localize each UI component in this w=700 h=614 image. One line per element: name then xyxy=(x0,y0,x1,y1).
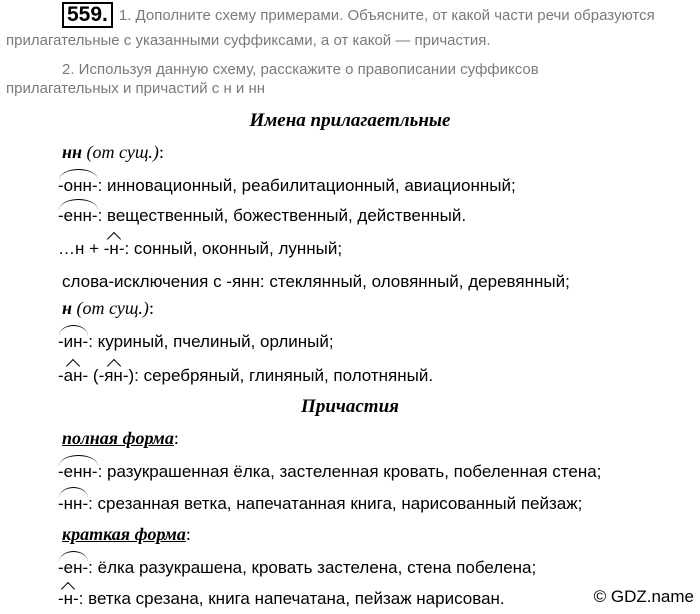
suffix-n: -н- xyxy=(58,589,79,609)
full-form-label: полная форма xyxy=(62,428,174,448)
suffix-in: -ин- xyxy=(58,332,88,352)
part-row-en xyxy=(58,558,536,578)
part-row-enn-text: : разукрашенная ёлка, застеленная кровать, побеленная стена; xyxy=(97,462,602,481)
part-row-enn xyxy=(58,462,601,482)
part-row-en-text: : ёлка разукрашена, кровать застелена, стена побелена; xyxy=(88,558,537,577)
suffix-nn: -нн- xyxy=(58,494,88,514)
adj-row-root-n xyxy=(58,239,342,259)
arc-mark xyxy=(59,455,98,466)
task-text-4: прилагательных и причастий с н и нн xyxy=(6,80,266,97)
suffix-en: -ен- xyxy=(58,558,88,578)
nn-colon: : xyxy=(158,142,164,162)
adj-row-onn-text: : инновационный, реабилитационный, авиационный; xyxy=(97,176,516,195)
arc-mark xyxy=(59,487,88,498)
n-marker: н xyxy=(62,298,72,318)
part-row-nn xyxy=(58,494,582,514)
short-form-subheading xyxy=(62,524,191,545)
n-note: (от сущ.) xyxy=(76,298,149,318)
nn-subheading xyxy=(62,142,164,163)
exercise-number: 559. xyxy=(62,2,113,28)
arc-mark xyxy=(59,232,84,242)
paren-open: ( xyxy=(88,366,99,385)
short-form-label: краткая форма xyxy=(62,524,186,544)
root-part: …н xyxy=(58,239,84,259)
part-row-n-text: : ветка срезана, книга напечатана, пейзаж нарисован. xyxy=(78,589,505,608)
nn-marker: нн xyxy=(62,142,82,162)
suffix-onn: -онн- xyxy=(58,176,98,196)
suffix-yan: -ян- xyxy=(99,366,129,386)
adj-row-exceptions: слова-исключения с -янн: стеклянный, оловянный, деревянный; xyxy=(62,272,570,291)
n-colon: : xyxy=(148,298,154,318)
adj-row-in-text: : куриный, пчелиный, орлиный; xyxy=(88,332,334,351)
adj-row-an xyxy=(58,366,433,386)
adj-row-onn xyxy=(58,176,516,196)
suffix-an: -ан- xyxy=(58,366,88,386)
adj-row-an-text: ): серебряный, глиняный, полотняный. xyxy=(128,366,434,385)
suffix-n: -н- xyxy=(104,239,125,259)
n-subheading xyxy=(62,298,154,319)
watermark: © GDZ.name xyxy=(593,587,694,606)
task-text-2: прилагательные с указанными суффиксами, а от какой — причастия. xyxy=(6,32,491,49)
full-form-colon: : xyxy=(173,428,179,448)
arc-mark xyxy=(59,325,88,336)
part-row-nn-text: : срезанная ветка, напечатанная книга, нарисованный пейзаж; xyxy=(88,494,583,513)
suffix-enn: -енн- xyxy=(58,206,98,226)
adj-row-enn xyxy=(58,206,466,226)
task-text-1: 1. Дополните схему примерами. Объясните, от какой части речи образуются xyxy=(118,7,655,24)
short-form-colon: : xyxy=(185,524,191,544)
suffix-enn: -енн- xyxy=(58,462,98,482)
task-line-1 xyxy=(62,2,655,28)
arc-mark xyxy=(59,169,98,180)
plus-sign: + xyxy=(84,239,104,258)
arc-mark xyxy=(59,199,98,210)
adj-row-enn-text: : вещественный, божественный, действенный. xyxy=(97,206,467,225)
adjectives-heading: Имена прилагаетльные xyxy=(249,110,451,131)
adj-row-in xyxy=(58,332,334,352)
participles-heading: Причастия xyxy=(301,396,399,417)
full-form-subheading xyxy=(62,428,179,449)
arc-mark xyxy=(59,551,88,562)
part-row-n xyxy=(58,589,505,609)
nn-note: (от сущ.) xyxy=(86,142,159,162)
adj-row-root-n-text: : сонный, оконный, лунный; xyxy=(124,239,343,258)
task-text-3: 2. Используя данную схему, расскажите о правописании суффиксов xyxy=(62,61,539,78)
